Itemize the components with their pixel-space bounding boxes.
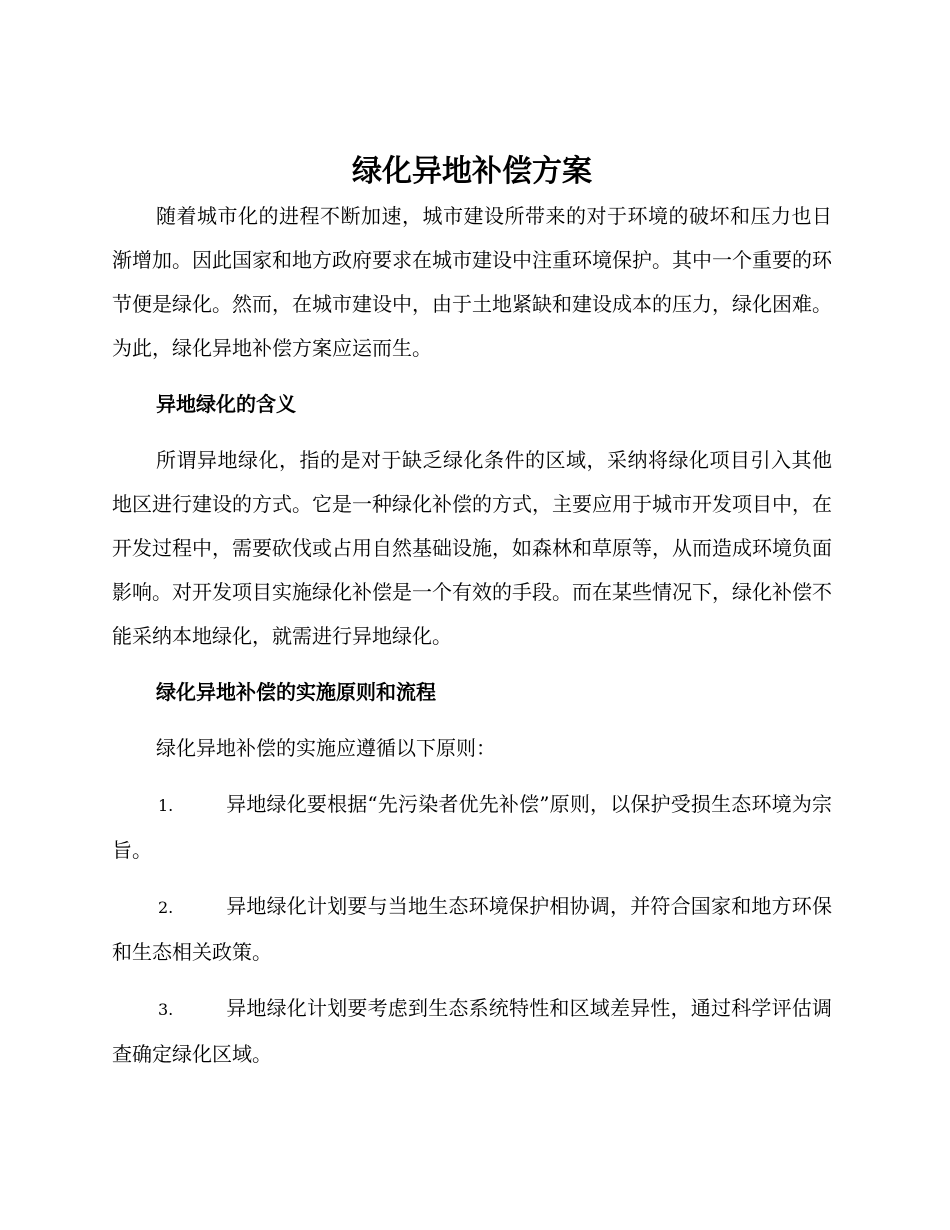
section-heading-meaning: 异地绿化的含义 xyxy=(156,392,296,416)
list-item-number: 3. xyxy=(158,1000,174,1019)
list-item xyxy=(112,884,832,974)
meaning-paragraph: 所谓异地绿化，指的是对于缺乏绿化条件的区域，采纳将绿化项目引入其他地区进行建设的方式。它是一种绿化补偿的方式，主要应用于城市开发项目中，在开发过程中，需要砍伐或占用自然基础设施，如森林和草原等，从而造成环境负面影响。对开发项目实施绿化补偿是一个有效的手段。而在某些情况下，绿化补偿不能采纳本地绿化，就需进行异地绿化。 xyxy=(112,448,832,648)
document-page xyxy=(112,150,832,1088)
list-item-text: 异地绿化计划要考虑到生态系统特性和区域差异性，通过科学评估调查确定绿化区域。 xyxy=(112,996,832,1066)
list-item-text: 异地绿化要根据“先污染者优先补偿”原则，以保护受损生态环境为宗旨。 xyxy=(112,792,832,862)
principles-lead: 绿化异地补偿的实施应遵循以下原则： xyxy=(156,736,496,760)
list-item-number: 1. xyxy=(158,796,174,815)
intro-paragraph: 随着城市化的进程不断加速，城市建设所带来的对于环境的破坏和压力也日渐增加。因此国家和地方政府要求在城市建设中注重环境保护。其中一个重要的环节便是绿化。然而，在城市建设中，由于土地紧缺和建设成本的压力，绿化困难。为此，绿化异地补偿方案应运而生。 xyxy=(112,204,832,360)
list-item xyxy=(112,986,832,1076)
list-item xyxy=(112,782,832,872)
list-item-number: 2. xyxy=(158,898,174,917)
list-item-text: 异地绿化计划要与当地生态环境保护相协调，并符合国家和地方环保和生态相关政策。 xyxy=(112,894,832,964)
section-heading-principles: 绿化异地补偿的实施原则和流程 xyxy=(156,680,436,704)
document-title: 绿化异地补偿方案 xyxy=(352,154,592,189)
